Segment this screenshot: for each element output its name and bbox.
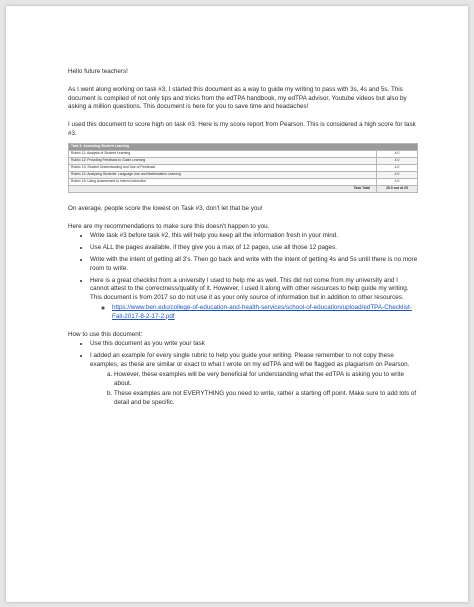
table-row <box>69 157 418 164</box>
score-table-header <box>69 143 418 150</box>
document-page <box>6 6 468 602</box>
score-total-row <box>69 185 418 192</box>
total-score: 20.0 out of 25 <box>377 185 418 192</box>
list-item: • Use ALL the pages available, if they give you a max of 12 pages, use all those 12 pages. <box>90 244 418 253</box>
list-item: • Write task #3 before task #2, this will help you keep all the information fresh in your mind. <box>90 232 418 241</box>
score-table-title: Task 3: Assessing Student Learning <box>69 143 418 150</box>
rubric-label: Rubric 11: Analysis of Student Learning <box>69 150 377 157</box>
document-body <box>68 68 418 417</box>
table-row <box>69 171 418 178</box>
total-label: Task Total <box>69 185 377 192</box>
score-intro: I used this document to score high on task #3. Here is my score report from Pearson. This is considered a high score for task #3. <box>68 121 416 137</box>
score-report-table <box>68 143 418 193</box>
how-to-list <box>68 340 418 408</box>
rubric-label: Rubric 14: Analyzing Students' Language Use and Mathematics Learning <box>69 171 377 178</box>
rubric-label: Rubric 15: Using Assessment to Inform Instruction <box>69 178 377 185</box>
how-to-title: How to use this document: <box>68 330 143 338</box>
greeting: Hello future teachers! <box>68 68 128 75</box>
checklist-description: Here is a great checklist from a university I used to help me as well. This did not come from my university and I cannot attest to the correctness/quality of it. However, I used it along with other resources to help guide my writing. This document is from 2017 so do not use it as your only source of information but in addition to other resources. <box>90 276 409 302</box>
rubric-score: 4.0 <box>377 178 418 185</box>
list-item <box>112 304 418 322</box>
table-row <box>69 178 418 185</box>
rubric-score: 4.0 <box>377 171 418 178</box>
rubric-label: Rubric 13: Student Understanding and Use of Feedback <box>69 164 377 171</box>
list-item <box>90 352 418 408</box>
table-row <box>69 150 418 157</box>
list-item: • Write with the intent of getting all 3's. Then go back and write with the intent of getting 4s and 5s until there is no more room to write. <box>90 256 418 274</box>
list-item <box>90 277 418 322</box>
rubric-label: Rubric 12: Providing Feedback to Guide Learning <box>69 157 377 164</box>
checklist-link[interactable]: https://www.ben.edu/college-of-education-and-health-services/school-of-education/upload/edTPA-Checklist-Fall-2017-8-2-17-2.pdf <box>112 303 412 320</box>
average-note: On average, people score the lowest on Task #3, don't let that be you! <box>68 204 263 212</box>
list-item: • Use this document as you write your task <box>90 340 418 349</box>
list-item: b. These examples are not EVERYTHING you need to write, rather a starting off point. Make sure to add lots of detail and be specific. <box>114 390 418 408</box>
rubric-score: 4.0 <box>377 150 418 157</box>
examples-note: I added an example for every single rubric to help you guide your writing. Please remember to not copy these examples, as these are similar or exact to what I wrote on my edTPA and will be flagged as plagiarism on Pearson. <box>90 352 410 368</box>
rubric-score: 4.0 <box>377 164 418 171</box>
table-row <box>69 164 418 171</box>
how-to-sublist <box>90 371 418 408</box>
list-item: a. However, these examples will be very beneficial for understanding what the edTPA is asking you to write about. <box>114 371 418 389</box>
recommendations-intro: Here are my recommendations to make sure this doesn't happen to you. <box>68 222 270 230</box>
checklist-sublist <box>90 304 418 322</box>
intro-paragraph: As I went along working on task #3, I started this document as a way to guide my writing to pass with 3s, 4s and 5s. This document is compiled of not only tips and tricks from the edTPA handbook, my edTPA advisor, Youtube videos but also by asking a million questions. This document is here for you to save time and headaches! <box>68 85 407 111</box>
recommendations-list <box>68 232 418 321</box>
rubric-score: 4.0 <box>377 157 418 164</box>
